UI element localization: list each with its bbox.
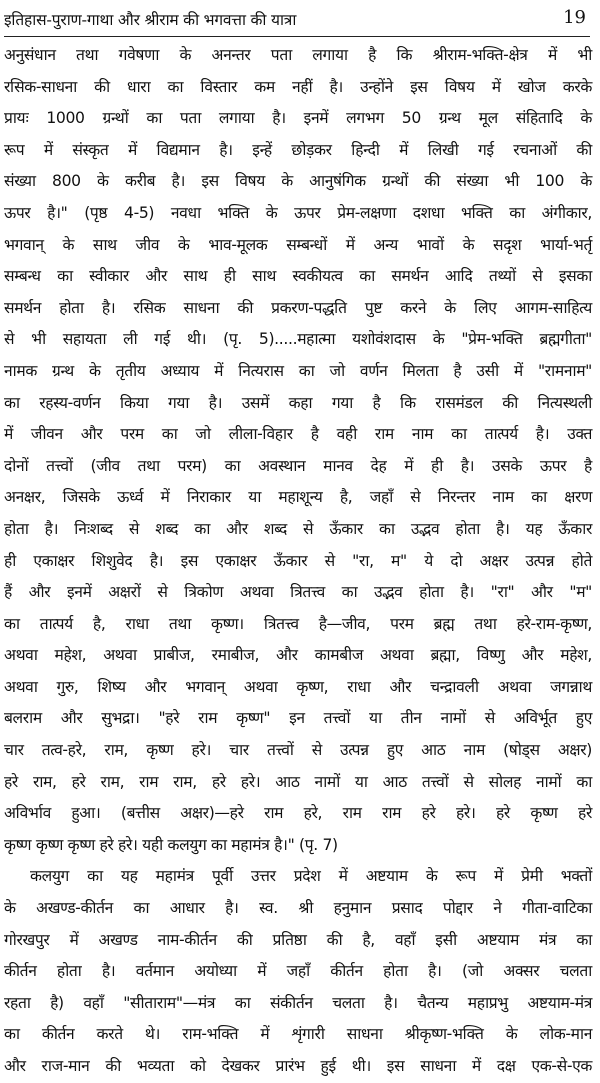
- text-line: और राज-मान की भव्यता को देखकर प्रारंभ हुई थी। इस साधना में दक्ष एक-से-एक: [4, 1057, 592, 1075]
- body-text: [4, 40, 592, 1083]
- text-line: ही एकाक्षर शिशुवेद है। इस एकाक्षर ऊँकार से "रा, म" ये दो अक्षर उत्पन्न होते: [4, 551, 592, 570]
- text-line: का तात्पर्य है, राधा तथा कृष्ण। त्रितत्त्व है—जीव, परम ब्रह्म तथा हरे-राम-कृष्ण,: [4, 614, 592, 633]
- text-line: रहता है) वहाँ "सीताराम"—मंत्र का संकीर्तन चलता है। चैतन्य महाप्रभु अष्टयाम-मंत्र: [4, 993, 592, 1012]
- text-line: नामक ग्रन्थ के तृतीय अध्याय में नित्यरास का जो वर्णन मिलता है उसी में "रामनाम": [4, 361, 592, 380]
- chapter-title: इतिहास-पुराण-गाथा और श्रीराम की भगवत्ता की यात्रा: [4, 11, 297, 29]
- text-line: कीर्तन होता है। वर्तमान अयोध्या में जहाँ कीर्तन होता है। (जो अक्सर चलता: [4, 962, 592, 981]
- text-line: से भी सहायता ली गई थी। (पृ. 5).....महात्मा यशोवंशदास के "प्रेम-भक्ति ब्रह्मगीता": [4, 330, 592, 349]
- text-line: के अखण्ड-कीर्तन का आधार है। स्व. श्री हनुमान प्रसाद पोद्दार ने गीता-वाटिका: [4, 899, 592, 918]
- text-line: बलराम और सुभद्रा। "हरे राम कृष्ण" इन तत्त्वों या तीन नामों से अविर्भूत हुए: [4, 709, 592, 728]
- text-line: का रहस्य-वर्णन किया गया है। उसमें कहा गया है कि रासमंडल की नित्यस्थली: [4, 393, 592, 412]
- text-line: सम्बन्ध का स्वीकार और साथ ही साथ स्वकीयत्व का समर्थन आदि तथ्यों से इसका: [4, 267, 592, 286]
- page-number: 19: [563, 7, 586, 28]
- text-line: गोरखपुर में अखण्ड नाम-कीर्तन की प्रतिष्ठा की है, वहाँ इसी अष्टयाम मंत्र का: [4, 930, 592, 949]
- text-line: हैं और इनमें अक्षरों से त्रिकोण अथवा त्रितत्त्व का उद्भव होता है। "रा" और "म": [4, 583, 592, 602]
- paragraph-last-line: कृष्ण कृष्ण कृष्ण हरे हरे। यही कलयुग का महामंत्र है।" (पृ. 7): [4, 835, 338, 854]
- text-line: का कीर्तन करते थे। राम-भक्ति में शृंगारी साधना श्रीकृष्ण-भक्ति के लोक-मान: [4, 1025, 592, 1044]
- paragraph-first-line: कलयुग का यह महामंत्र पूर्वी उत्तर प्रदेश में अष्टयाम के रूप में प्रेमी भक्तों: [30, 867, 592, 886]
- text-line: अनक्षर, जिसके ऊर्ध्व में निराकार या महाशून्य है, जहाँ से निरन्तर नाम का क्षरण: [4, 488, 592, 507]
- text-line: रसिक-साधना की धारा का विस्तार कम नहीं है। उन्होंने इस विषय में खोज करके: [4, 77, 592, 96]
- text-line: में जीवन और परम का जो लीला-विहार है वही राम नाम का तात्पर्य है। उक्त: [4, 425, 592, 444]
- text-line: होता है। निःशब्द से शब्द का और शब्द से ऊँकार का उद्भव होता है। यह ऊँकार: [4, 519, 592, 538]
- text-line: भगवान् के साथ जीव के भाव-मूलक सम्बन्धों में अन्य भावों के सदृश भार्या-भर्तृ: [4, 235, 592, 254]
- text-line: प्रायः 1000 ग्रन्थों का पता लगाया है। इनमें लगभग 50 ग्रन्थ मूल संहितादि के: [4, 109, 592, 128]
- text-line: चार तत्व-हरे, राम, कृष्ण हरे। चार तत्त्वों से उत्पन्न हुए आठ नाम (षोड्स अक्षर): [4, 741, 592, 760]
- running-header: [4, 2, 590, 37]
- text-line: हरे राम, हरे राम, राम राम, हरे हरे। आठ नामों या आठ तत्त्वों से सोलह नामों का: [4, 772, 592, 791]
- text-line: अविर्भाव हुआ। (बत्तीस अक्षर)—हरे राम हरे, राम राम हरे हरे। हरे कृष्ण हरे: [4, 804, 592, 823]
- text-line: अनुसंधान तथा गवेषणा के अनन्तर पता लगाया है कि श्रीराम-भक्ति-क्षेत्र में भी: [4, 46, 592, 64]
- text-line: अथवा गुरु, शिष्य और भगवान् अथवा कृष्ण, राधा और चन्द्रावली अथवा जगन्नाथ: [4, 677, 592, 696]
- text-line: ऊपर है।" (पृष्ठ 4-5) नवधा भक्ति के ऊपर प्रेम-लक्षणा दशधा भक्ति का अंगीकार,: [4, 203, 592, 222]
- text-line: अथवा महेश, अथवा प्राबीज, रमाबीज, और कामबीज अथवा ब्रह्मा, विष्णु और महेश,: [4, 646, 592, 665]
- text-line: समर्थन होता है। रसिक साधना की प्रकरण-पद्धति पुष्ट करने के लिए आगम-साहित्य: [4, 298, 592, 317]
- text-line: संख्या 800 के करीब है। इस विषय के आनुषंगिक ग्रन्थों की संख्या भी 100 के: [4, 172, 592, 191]
- text-line: रूप में संस्कृत में विद्यमान है। इन्हें छोड़कर हिन्दी में लिखी गई रचनाओं की: [4, 140, 592, 159]
- text-line: दोनों तत्त्वों (जीव तथा परम) का अवस्थान मानव देह में ही है। उसके ऊपर है: [4, 456, 592, 475]
